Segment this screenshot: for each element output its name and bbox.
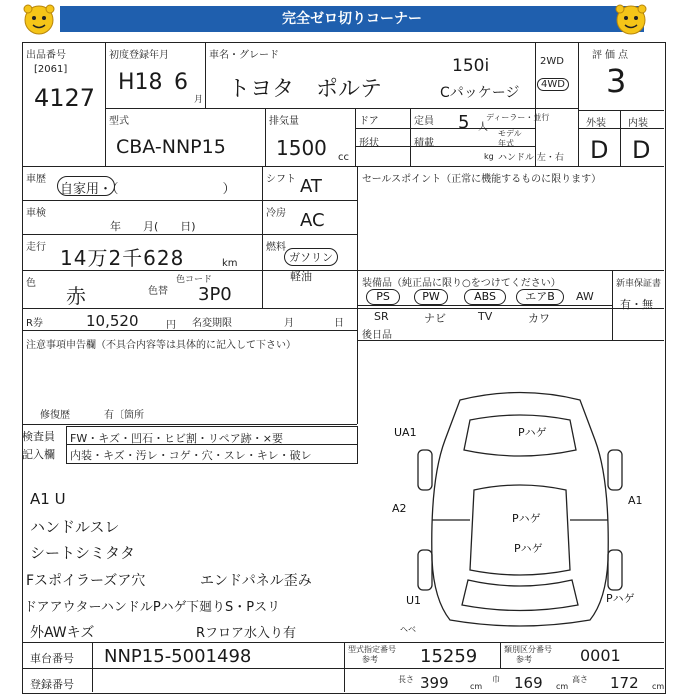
mascot-right-icon [612,2,650,36]
fuel-diesel: 軽油 [290,270,312,283]
year-label: 年式 [498,139,514,148]
color-code-value: 3P0 [198,284,232,305]
entry-label: 記入欄 [22,448,55,461]
load-unit: kg [484,152,494,161]
grade-package: Cパッケージ [440,85,520,101]
name-change-label: 名変期限 [192,318,232,329]
history-label: 車歴 [26,174,46,185]
name-change-day: 日 [334,318,344,329]
shape-label: 形状 [359,138,379,149]
first-registration-year: H18 [118,70,163,95]
inspector-label: 検査員 [22,430,55,443]
capacity-unit: 人 [478,122,488,133]
equip-sr: SR [374,310,389,323]
damage-diagram [380,380,660,640]
damage-mark: UA1 [394,426,417,439]
score-label: 評価点 [592,50,631,61]
capacity-label: 定員 [414,116,434,127]
displacement-label: 排気量 [269,116,299,127]
page-banner: 完全ゼロ切りコーナー [60,6,644,32]
capacity-value: 5 [458,112,470,133]
height-label: 高さ [572,675,588,684]
drive-2wd: 2WD [540,56,564,67]
length-unit: cm [470,682,483,691]
recycle-label: R券 [26,318,43,329]
handwritten-note: 外AWキズ [30,625,95,641]
handwritten-note: A1 U [30,490,66,508]
type-cert-label: 型式指定番号 [348,645,396,654]
recycle-value: 10,520 [86,312,139,330]
interior-value: D [632,136,651,164]
damage-mark: Pハゲ [514,542,543,555]
damage-mark: A2 [392,502,407,515]
displacement-value: 1500 [276,136,327,160]
damage-mark: A1 [628,494,643,507]
handwritten-note-right: エンドパネル歪み [200,573,312,589]
dealer-label: ディーラー・並行 [486,113,550,122]
shift-label: シフト [266,174,296,185]
first-registration-month: 6 [174,70,188,95]
inspection-value: 年 月( 日) [110,220,196,233]
score-value: 3 [606,62,627,100]
doors-label: ドア [359,116,379,127]
lot-number-label: 出品番号 [26,50,66,61]
drive-4wd: 4WD [537,78,569,91]
checklist-row-2: 内装・キズ・汚レ・コゲ・穴・スレ・キレ・破レ [70,449,312,462]
history-circle [57,176,115,196]
length-value: 399 [420,674,449,692]
class-ref: 参考 [516,655,532,664]
equip-pw: PW [414,289,448,305]
height-unit: cm [652,682,665,691]
rear-items-label: 後日品 [362,330,392,341]
equip-navi: ナビ [424,312,446,325]
month-suffix: 月 [194,95,204,105]
damage-mark: Pハゲ [606,592,635,605]
handwritten-note: シートシミタタ [30,544,136,562]
warranty-value: 有・無 [620,298,653,311]
exterior-label: 外装 [586,118,606,129]
equip-aw: AW [576,290,594,303]
warranty-label: 新車保証書 [616,279,662,289]
displacement-unit: cc [338,152,349,163]
chassis-label: 車台番号 [30,652,74,665]
equip-airbag: エアB [516,289,564,305]
color-code-label: 色コード [176,275,213,285]
model-year-label: モデル [498,129,522,138]
type-cert-value: 15259 [420,646,478,667]
type-cert-ref: 参考 [362,655,378,664]
aircon-label: 冷房 [266,208,286,219]
damage-mark: ヘベ [400,625,416,634]
color-change-label: 色替 [148,286,168,297]
registration-label: 登録番号 [30,678,74,691]
damage-mark: Pハゲ [512,512,541,525]
mileage-unit: km [222,258,238,269]
fuel-gas: ガソリン [284,248,338,266]
equip-tv: TV [478,310,493,323]
handwritten-note: Fスポイラーズア穴 [26,573,146,589]
height-value: 172 [610,674,639,692]
width-value: 169 [514,674,543,692]
damage-mark: U1 [406,594,422,607]
handwritten-note: ドアアウターハンドルPハゲ [24,600,187,615]
model-value: CBA-NNP15 [116,136,226,158]
handwritten-note: ハンドルスレ [30,518,120,536]
recycle-unit: 円 [166,320,176,331]
model-label: 型式 [109,116,129,127]
damage-mark: Pハゲ [518,426,547,439]
shift-value: AT [300,176,322,197]
first-registration-label: 初度登録年月 [109,50,169,61]
chassis-value: NNP15-5001498 [104,646,252,667]
handle-label: ハンドル 左・右 [498,153,564,163]
color-label: 色 [26,278,36,289]
notes-label: 注意事項申告欄（不具合内容等は具体的に記入して下さい） [26,340,296,351]
exterior-value: D [590,136,609,164]
name-change-month: 月 [284,318,294,329]
interior-label: 内装 [628,118,648,129]
grade: 150i [452,56,490,76]
inspection-label: 車検 [26,208,46,219]
mascot-left-icon [20,2,58,36]
repair-history-value: 有〔箇所 [104,410,144,421]
length-label: 長さ [398,675,414,684]
equip-leather: カワ [528,312,550,325]
load-label: 積載 [414,138,434,149]
color-value: 赤 [66,284,86,308]
class-label: 類別区分番号 [504,645,552,654]
lot-number: 4127 [34,84,96,112]
mileage-label: 走行 [26,242,46,253]
sales-point-label: セールスポイント（正常に機能するものに限ります） [362,174,602,185]
class-value: 0001 [580,646,621,665]
history-value: 自家用・（ ） [60,182,236,197]
width-unit: cm [556,682,569,691]
car-name: トヨタ ポルテ [228,77,383,102]
handwritten-note-right: 下廻りS・Pスリ [186,600,281,615]
handwritten-note-right: Rフロア水入り有 [196,626,297,641]
fuel-label: 燃料 [266,242,286,253]
width-label: 巾 [492,675,500,684]
aircon-value: AC [300,210,325,231]
equipment-label: 装備品（純正品に限り○をつけてください） [362,278,561,289]
name-grade-label: 車名・グレード [209,50,279,61]
checklist-row-1: FW・キズ・凹石・ヒビ割・リペア跡・×要 [70,432,283,445]
repair-history-label: 修復歴 [40,410,70,421]
mileage-value: 14万2千628 [60,246,185,270]
equip-ps: PS [366,289,400,305]
lot-sub-number: [2061] [34,64,68,75]
equip-abs: ABS [464,289,506,305]
